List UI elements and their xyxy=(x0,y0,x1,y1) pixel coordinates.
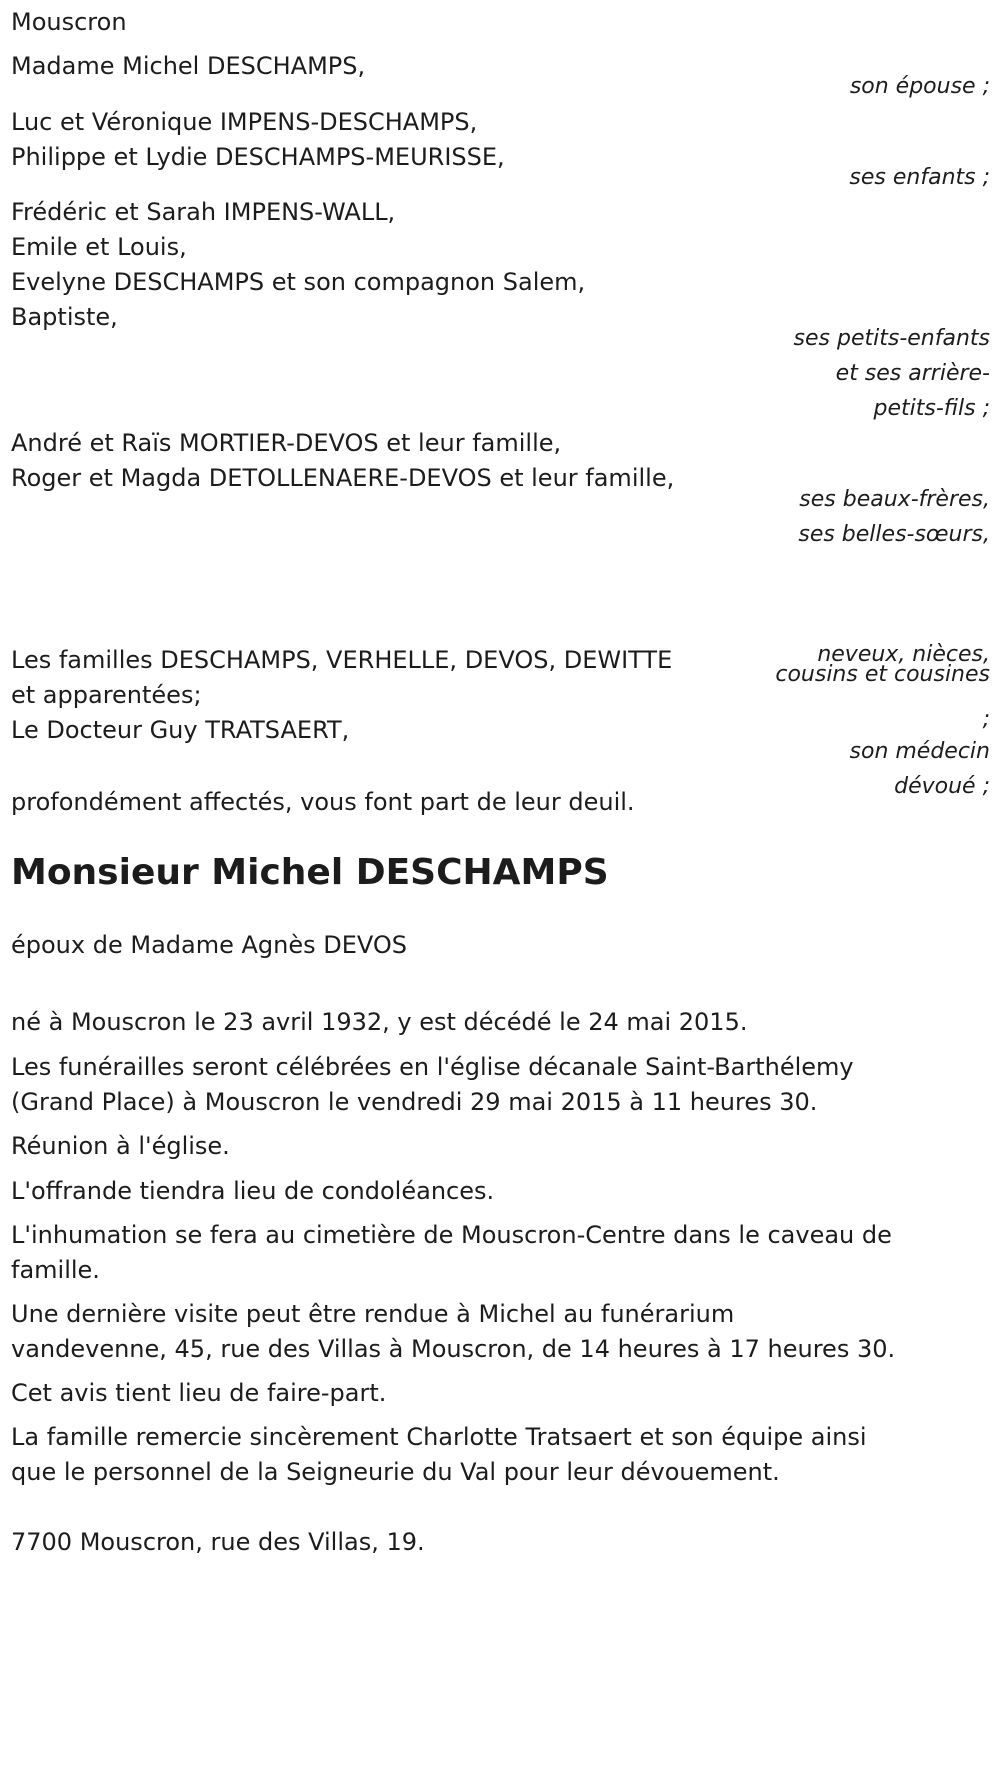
in-laws-relation-line: neveux, nièces, xyxy=(817,642,990,667)
notice-line: Cet avis tient lieu de faire-part. xyxy=(11,1379,387,1407)
spouse-name: Madame Michel DESCHAMPS, xyxy=(11,52,366,80)
grandchild-line: Frédéric et Sarah IMPENS-WALL, xyxy=(11,198,396,226)
in-laws-relation-line: ses beaux-frères, xyxy=(799,487,990,512)
grandchild-line: Emile et Louis, xyxy=(11,233,187,261)
thanks-line: que le personnel de la Seigneurie du Val pour leur dévouement. xyxy=(11,1458,780,1486)
doctor-relation-line: son médecin xyxy=(849,739,990,764)
grandchildren-relation-line: ses petits-enfants xyxy=(793,326,990,351)
address-line: 7700 Mouscron, rue des Villas, 19. xyxy=(11,1528,425,1556)
funeral-line: (Grand Place) à Mouscron le vendredi 29 mai 2015 à 11 heures 30. xyxy=(11,1088,818,1116)
grandchildren-relation-line: petits-fils ; xyxy=(873,396,990,421)
deceased-name: Monsieur Michel DESCHAMPS xyxy=(11,852,609,893)
burial-line: L'inhumation se fera au cimetière de Mouscron-Centre dans le caveau de xyxy=(11,1221,892,1249)
offering-line: L'offrande tiendra lieu de condoléances. xyxy=(11,1177,495,1205)
grandchild-line: Baptiste, xyxy=(11,303,118,331)
grandchild-line: Evelyne DESCHAMPS et son compagnon Salem, xyxy=(11,268,586,296)
spouse-relation: son épouse ; xyxy=(849,74,990,99)
meeting-line: Réunion à l'église. xyxy=(11,1132,230,1160)
closing-line: profondément affectés, vous font part de leur deuil. xyxy=(11,788,635,816)
in-laws-relation-line: cousins et cousines xyxy=(775,662,990,687)
families-line: et apparentées; xyxy=(11,681,202,709)
doctor-line: Le Docteur Guy TRATSAERT, xyxy=(11,716,350,744)
birth-death-line: né à Mouscron le 23 avril 1932, y est décédé le 24 mai 2015. xyxy=(11,1008,748,1036)
child-line: Luc et Véronique IMPENS-DESCHAMPS, xyxy=(11,108,478,136)
deceased-spouse-line: époux de Madame Agnès DEVOS xyxy=(11,931,408,959)
location: Mouscron xyxy=(11,8,127,36)
in-law-line: Roger et Magda DETOLLENAERE-DEVOS et leur famille, xyxy=(11,464,675,492)
in-laws-relation-line: ses belles-sœurs, xyxy=(798,522,990,547)
burial-line: famille. xyxy=(11,1256,100,1284)
child-line: Philippe et Lydie DESCHAMPS-MEURISSE, xyxy=(11,143,505,171)
thanks-line: La famille remercie sincèrement Charlotte Tratsaert et son équipe ainsi xyxy=(11,1423,867,1451)
in-laws-relation-line: ; xyxy=(982,707,990,732)
grandchildren-relation-line: et ses arrière- xyxy=(835,361,990,386)
visit-line: vandevenne, 45, rue des Villas à Mouscron, de 14 heures à 17 heures 30. xyxy=(11,1335,896,1363)
families-line: Les familles DESCHAMPS, VERHELLE, DEVOS, DEWITTE xyxy=(11,646,673,674)
funeral-line: Les funérailles seront célébrées en l'église décanale Saint-Barthélemy xyxy=(11,1053,854,1081)
in-law-line: André et Raïs MORTIER-DEVOS et leur famille, xyxy=(11,429,562,457)
children-relation: ses enfants ; xyxy=(849,165,990,190)
visit-line: Une dernière visite peut être rendue à Michel au funérarium xyxy=(11,1300,735,1328)
doctor-relation-line: dévoué ; xyxy=(894,774,990,799)
